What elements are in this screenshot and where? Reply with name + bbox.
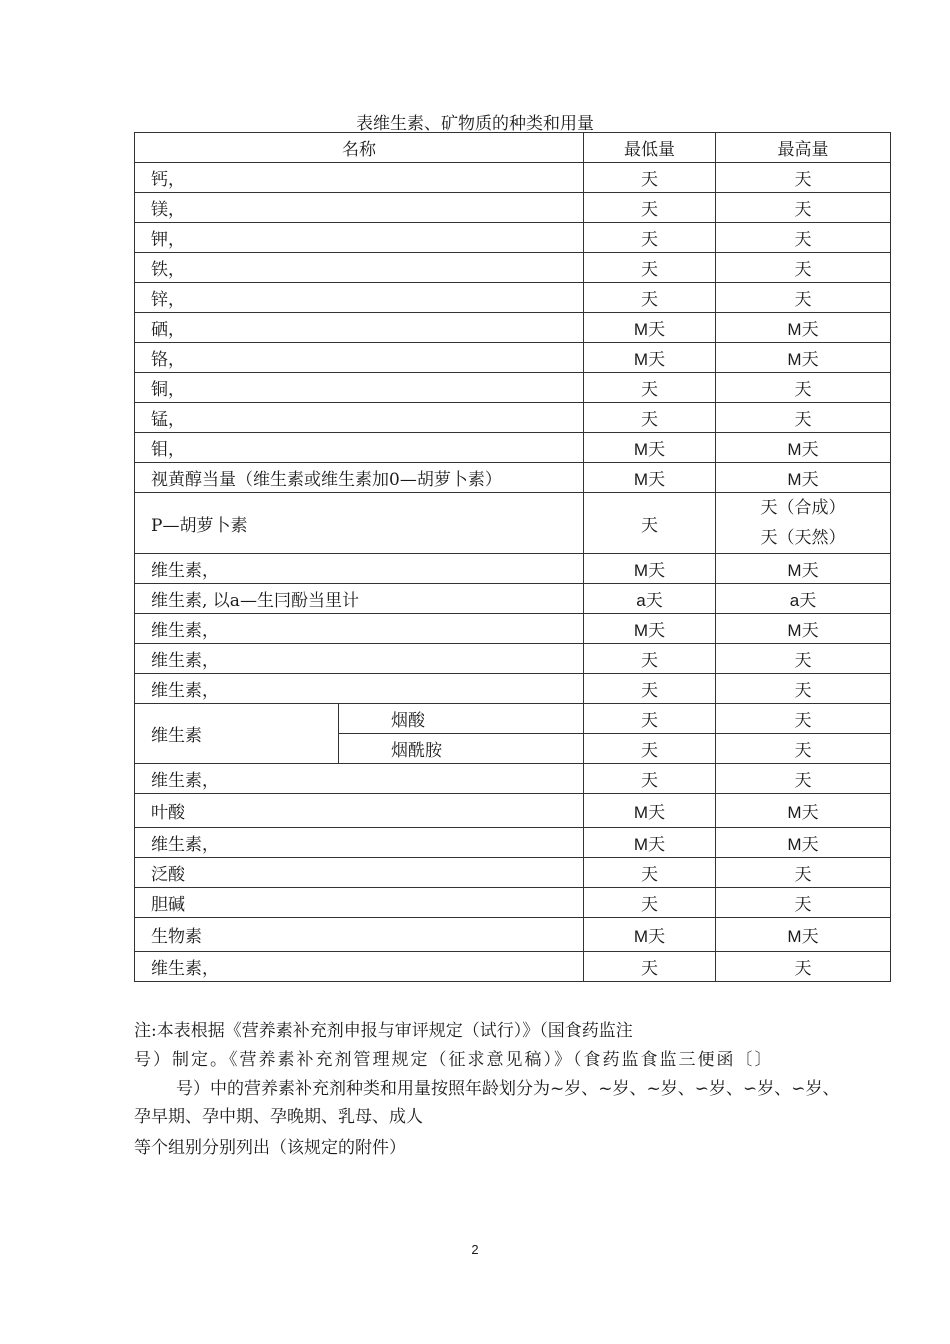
row-name: 锰， [135,403,584,433]
row-min: 天 [584,888,716,918]
row-max: 天 [716,163,891,193]
note-line-4: 孕早期、孕中期、孕晚期、乳母、成人 [134,1107,423,1127]
row-max: 天 [716,764,891,794]
row-max: M天 [716,918,891,952]
row-name: 硒， [135,313,584,343]
table-row [135,828,891,858]
row-name: 维生素， [135,614,584,644]
row-min: 天 [584,283,716,313]
row-max: 天 [716,858,891,888]
row-max: 天 [716,373,891,403]
table-row [135,373,891,403]
table-row [135,918,891,952]
row-name: 生物素 [135,918,584,952]
row-name: 泛酸 [135,858,584,888]
row-name: 锌， [135,283,584,313]
row-name: 维生素， [135,554,584,584]
row-max: M天 [716,343,891,373]
table-row [135,794,891,828]
row-max: M天 [716,614,891,644]
row-max: 天 [716,193,891,223]
note-line-3: 号）中的营养素补充剂种类和用量按照年龄划分为~岁、~岁、~岁、∽岁、∽岁、∽岁、 [176,1079,840,1099]
row-max: M天 [716,794,891,828]
table-row [135,283,891,313]
row-min: 天 [584,403,716,433]
table-row [135,433,891,463]
row-max: 天 [716,952,891,982]
row-min: 天 [584,704,716,734]
row-max: M天 [716,828,891,858]
row-name: 胆碱 [135,888,584,918]
table-row [135,193,891,223]
row-subname: 烟酰胺 [339,734,584,764]
table-row [135,253,891,283]
row-min: 天 [584,193,716,223]
row-max: 天 [716,704,891,734]
row-name: 维生素， [135,828,584,858]
row-min: M天 [584,554,716,584]
table-row [135,313,891,343]
table-row [135,764,891,794]
table-row [135,554,891,584]
table-row [135,644,891,674]
row-name: 铬， [135,343,584,373]
row-min: M天 [584,433,716,463]
row-max: 天 [716,283,891,313]
row-name: 钾， [135,223,584,253]
row-min: 天 [584,644,716,674]
row-name: 维生素， [135,952,584,982]
row-name: 钼， [135,433,584,463]
note-line-1: 注:本表根据《营养素补充剂申报与审评规定（试行）》（国食药监注 [134,1021,633,1041]
row-min: M天 [584,614,716,644]
row-min: a天 [584,584,716,614]
row-name: 维生素 [135,704,339,764]
row-max: 天 [716,674,891,704]
row-max: 天 [716,888,891,918]
row-min: 天 [584,223,716,253]
row-min: 天 [584,734,716,764]
row-min: 天 [584,253,716,283]
table-row [135,674,891,704]
nutrient-table [134,132,891,982]
table-row [135,463,891,493]
row-name: 视黄醇当量（维生素或维生素加0—胡萝卜素） [135,463,584,493]
row-subname: 烟酸 [339,704,584,734]
header-row [135,133,891,163]
row-min: 天 [584,764,716,794]
row-max: M天 [716,463,891,493]
row-max: M天 [716,554,891,584]
table-row [135,614,891,644]
row-min: 天 [584,952,716,982]
table-row [135,952,891,982]
row-min: 天 [584,373,716,403]
row-max-synthetic: 天（合成） [760,498,846,518]
row-min: 天 [584,493,716,554]
row-name: 维生素， [135,674,584,704]
row-max: 天 [716,403,891,433]
row-name: P—胡萝卜素 [135,493,584,554]
row-min: M天 [584,343,716,373]
row-min: 天 [584,674,716,704]
table-row [135,163,891,193]
row-max: 天 [716,253,891,283]
row-max: a天 [716,584,891,614]
row-min: 天 [584,163,716,193]
row-name: 铜， [135,373,584,403]
row-name: 铁， [135,253,584,283]
table-row [135,584,891,614]
table-title: 表维生素、矿物质的种类和用量 [356,114,594,134]
note-line-2: 号）制定。《营养素补充剂管理规定（征求意见稿）》（食药监食监三便函〔〕 [134,1050,774,1070]
row-max-natural: 天（天然） [760,528,846,548]
row-name: 维生素， [135,644,584,674]
row-min: M天 [584,918,716,952]
row-name: 维生素, 以a—生冃酚当里计 [135,584,584,614]
table-row [135,858,891,888]
row-name: 叶酸 [135,794,584,828]
row-max: M天 [716,433,891,463]
row-max: M天 [716,313,891,343]
row-min: M天 [584,313,716,343]
table-row [135,403,891,433]
row-max: 天 [716,734,891,764]
row-name: 钙， [135,163,584,193]
note-line-5: 等个组别分别列出（该规定的附件） [134,1138,406,1158]
table-row [135,704,891,734]
table-row [135,493,891,554]
table-row [135,343,891,373]
table-row [135,223,891,253]
row-max: 天 [716,223,891,253]
row-min: M天 [584,794,716,828]
row-min: M天 [584,463,716,493]
row-max-cell [716,493,891,554]
row-name: 镁， [135,193,584,223]
table-row [135,888,891,918]
row-min: M天 [584,828,716,858]
header-max: 最高量 [716,133,891,163]
row-min: 天 [584,858,716,888]
header-name: 名称 [135,133,584,163]
header-min: 最低量 [584,133,716,163]
page-number: 2 [471,1242,479,1257]
row-max: 天 [716,644,891,674]
row-name: 维生素， [135,764,584,794]
